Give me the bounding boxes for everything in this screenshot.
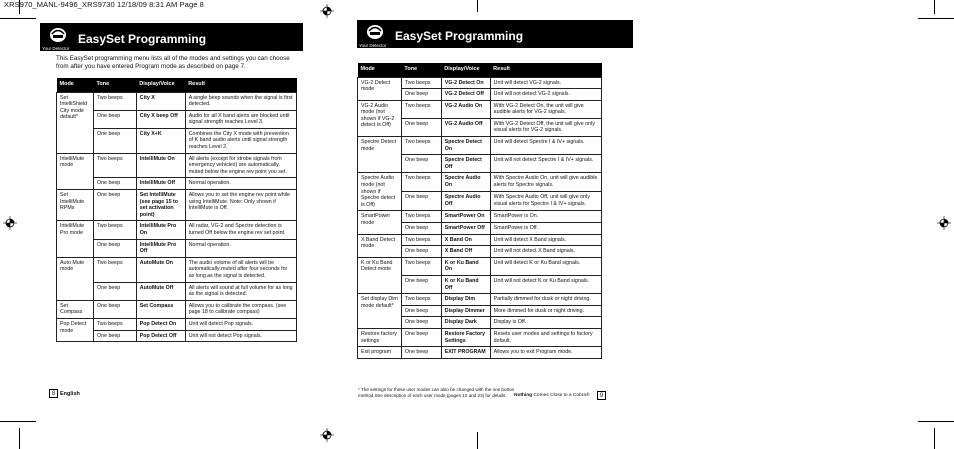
tone-cell: One beep <box>93 282 136 300</box>
logo-caption: Your Detector <box>42 46 70 51</box>
tone-cell: Two beeps <box>401 234 441 246</box>
voice-cell: City X+K <box>136 128 185 153</box>
mode-cell: Set Compass <box>57 300 94 318</box>
table-row <box>57 92 297 110</box>
voice-cell: Restore Factory Settings <box>441 328 490 346</box>
logo-caption: Your Detector <box>359 43 387 48</box>
table-row <box>358 211 602 223</box>
result-cell: All alerts will sound at full volume for as long as the signal is detected. <box>185 282 296 300</box>
table-row <box>358 328 602 346</box>
result-cell: Unit will not detect Pop signals. <box>185 330 296 342</box>
mode-cell: IntelliMute Pro mode <box>57 221 94 257</box>
voice-cell: Spectre Audio Off <box>441 192 490 211</box>
registration-target-icon <box>937 216 951 230</box>
result-cell: SmartPower is Off. <box>490 223 601 235</box>
result-cell: Unit will detect Pop signals. <box>185 318 296 330</box>
mode-cell: IntelliMute mode <box>57 153 94 189</box>
voice-cell: Display Dimmer <box>441 305 490 317</box>
voice-cell: VG-2 Audio Off <box>441 118 490 136</box>
table-row <box>358 100 602 118</box>
mode-cell: Set IntelliShield City mode default* <box>57 92 94 153</box>
voice-cell: Spectre Audio On <box>441 173 490 192</box>
voice-cell: IntelliMute Pro On <box>136 221 185 239</box>
voice-cell: Set Compass <box>136 300 185 318</box>
column-header: Mode <box>57 78 94 92</box>
tone-cell: One beep <box>93 190 136 221</box>
crop-mark <box>934 0 935 14</box>
settings-table-left <box>56 78 297 342</box>
registration-target-icon <box>320 4 334 18</box>
voice-cell: Set IntelliMute (see page 15 to set activation point) <box>136 190 185 221</box>
result-cell: With Spectre Audio On, unit will give audible alerts for Spectre signals. <box>490 173 601 192</box>
table-row <box>57 221 297 239</box>
tone-cell: One beep <box>401 89 441 101</box>
footer-tagline-bold: Nothing <box>514 393 533 398</box>
page-title: EasySet Programming <box>395 29 524 43</box>
voice-cell: Display Dim <box>441 294 490 306</box>
column-header: Result <box>185 78 296 92</box>
footer-tagline-rest: Comes Close to a Cobra® <box>533 393 590 398</box>
tone-cell: Two beeps <box>401 257 441 275</box>
voice-cell: SmartPower On <box>441 211 490 223</box>
registration-target-icon <box>320 428 334 442</box>
voice-cell: X Band On <box>441 234 490 246</box>
mode-cell: VG-2 Audio mode (not shown if VG-2 detect is Off) <box>358 100 402 136</box>
result-cell: Allows you to exit Program mode. <box>490 347 601 359</box>
tone-cell: One beep <box>93 128 136 153</box>
table-row <box>358 77 602 89</box>
crop-mark <box>477 432 478 449</box>
voice-cell: VG-2 Detect Off <box>441 89 490 101</box>
result-cell: With VG-2 Detect On, the unit will give audible alerts for VG-2 signals. <box>490 100 601 118</box>
table-row <box>57 153 297 178</box>
voice-cell: City X beep Off <box>136 110 185 128</box>
result-cell: Unit will detect Spectre I & IV+ signals. <box>490 137 601 155</box>
result-cell: Unit will not detect K or Ku Band signals. <box>490 275 601 293</box>
footer-language: English <box>60 391 80 397</box>
column-header: Tone <box>93 78 136 92</box>
result-cell: Audio for all X band alerts are blocked until signal strength reaches Level 3. <box>185 110 296 128</box>
page-number: 9 <box>597 391 606 400</box>
mode-cell: Pop Detect mode <box>57 318 94 341</box>
crop-mark <box>918 421 954 422</box>
crop-mark <box>19 0 20 14</box>
table-row <box>358 347 602 359</box>
table-row <box>358 137 602 155</box>
tone-cell: Two beeps <box>93 92 136 110</box>
result-cell: All alerts (except for strobe signals from emergency vehicles) are automatically muted below the engine rev point you set. <box>185 153 296 178</box>
crop-mark <box>19 428 20 449</box>
result-cell: Allows you to set the engine rev point while using IntelliMute. Note: Only shown if IntelliMute is Off. <box>185 190 296 221</box>
tone-cell: One beep <box>93 239 136 257</box>
tone-cell: Two beeps <box>401 100 441 118</box>
table-row <box>358 173 602 192</box>
mode-cell: Exit program <box>358 347 402 359</box>
voice-cell: K or Ku Band Off <box>441 275 490 293</box>
voice-cell: VG-2 Audio On <box>441 100 490 118</box>
result-cell: Unit will detect K or Ku Band signals. <box>490 257 601 275</box>
mode-cell: SmartPower mode <box>358 211 402 234</box>
result-cell: Normal operation. <box>185 239 296 257</box>
mode-cell: X Band Detect mode <box>358 234 402 257</box>
result-cell: Unit will not detect Spectre I & IV+ signals. <box>490 155 601 173</box>
crop-mark <box>0 421 36 422</box>
result-cell: All radar, VG-2 and Spectre detection is turned Off below the engine rev set point. <box>185 221 296 239</box>
result-cell: More dimmed for dusk or night driving. <box>490 305 601 317</box>
result-cell: Combines the City X mode with prevention of K band audio alerts until signal strength reaches Level 2. <box>185 128 296 153</box>
crop-mark <box>0 18 36 19</box>
column-header: Result <box>490 63 601 77</box>
result-cell: A single beep sounds when the signal is first detected. <box>185 92 296 110</box>
column-header: Display/Voice <box>441 63 490 77</box>
footer-tagline <box>514 393 590 398</box>
tone-cell: One beep <box>401 305 441 317</box>
tone-cell: Two beeps <box>93 318 136 330</box>
tone-cell: One beep <box>401 328 441 346</box>
tone-cell: Two beeps <box>401 137 441 155</box>
table-row <box>57 190 297 221</box>
table-row <box>57 239 297 257</box>
tone-cell: Two beeps <box>401 77 441 89</box>
page-number: 8 <box>49 389 58 398</box>
result-cell: Display is Off. <box>490 317 601 329</box>
result-cell: SmartPower is On. <box>490 211 601 223</box>
tone-cell: One beep <box>401 246 441 258</box>
left-banner <box>40 23 303 51</box>
table-row <box>358 294 602 306</box>
table-row <box>57 110 297 128</box>
result-cell: Unit will detect VG-2 signals. <box>490 77 601 89</box>
registration-target-icon <box>3 216 17 230</box>
tone-cell: One beep <box>401 275 441 293</box>
voice-cell: IntelliMute Off <box>136 178 185 190</box>
tone-cell: One beep <box>401 347 441 359</box>
tone-cell: One beep <box>401 317 441 329</box>
result-cell: With Spectre Audio Off, unit will give only visual alerts for Spectre I & IV+ signals. <box>490 192 601 211</box>
tone-cell: One beep <box>401 118 441 136</box>
voice-cell: EXIT PROGRAM <box>441 347 490 359</box>
column-header: Display/Voice <box>136 78 185 92</box>
voice-cell: K or Ku Band On <box>441 257 490 275</box>
voice-cell: VG-2 Detect On <box>441 77 490 89</box>
tone-cell: One beep <box>401 155 441 173</box>
result-cell: With VG-2 Detect Off, the unit will give only visual alerts for VG-2 signals. <box>490 118 601 136</box>
tone-cell: Two beeps <box>401 294 441 306</box>
result-cell: Unit will detect X Band signals. <box>490 234 601 246</box>
result-cell: Unit will not detect X Band signals. <box>490 246 601 258</box>
mode-cell: Spectre Audio mode (not shown if Spectre detect is Off) <box>358 173 402 211</box>
tone-cell: One beep <box>401 192 441 211</box>
table-row <box>57 257 297 282</box>
table-row <box>358 234 602 246</box>
mode-cell: Set IntelliMute RPMs <box>57 190 94 221</box>
table-header-row <box>358 63 602 77</box>
right-banner <box>357 20 633 48</box>
crop-mark <box>918 18 954 19</box>
voice-cell: SmartPower Off <box>441 223 490 235</box>
voice-cell: IntelliMute Pro Off <box>136 239 185 257</box>
settings-table-right <box>357 63 602 359</box>
tone-cell: One beep <box>401 223 441 235</box>
tone-cell: One beep <box>93 330 136 342</box>
voice-cell: X Band Off <box>441 246 490 258</box>
column-header: Mode <box>358 63 402 77</box>
voice-cell: Display Dark <box>441 317 490 329</box>
voice-cell: Spectre Detect On <box>441 137 490 155</box>
tone-cell: One beep <box>93 178 136 190</box>
result-cell: Resets user modes and settings to factory default. <box>490 328 601 346</box>
table-row <box>57 330 297 342</box>
column-header: Tone <box>401 63 441 77</box>
mode-cell: Auto Mute mode <box>57 257 94 300</box>
mode-cell: Restore factory settings <box>358 328 402 346</box>
mode-cell: VG-2 Detect mode <box>358 77 402 100</box>
voice-cell: AutoMute Off <box>136 282 185 300</box>
result-cell: The audio volume of all alerts will be automatically muted after four seconds for as long as the signal is detected. <box>185 257 296 282</box>
result-cell: Normal operation. <box>185 178 296 190</box>
footnote: * The settings for these user modes can also be changed with the one button method.See description of each user mode (pages 10 and 23) for details. <box>358 387 515 398</box>
page-title: EasySet Programming <box>78 32 207 46</box>
intro-paragraph: This EasySet programming menu lists all of the modes and settings you can choose from after you have entered Program mode as described on page 7. <box>56 55 290 71</box>
voice-cell: Pop Detect Off <box>136 330 185 342</box>
result-cell: Partially dimmed for dusk or night driving. <box>490 294 601 306</box>
voice-cell: IntelliMute On <box>136 153 185 178</box>
voice-cell: City X <box>136 92 185 110</box>
tone-cell: Two beeps <box>93 153 136 178</box>
voice-cell: AutoMute On <box>136 257 185 282</box>
table-row <box>57 300 297 318</box>
crop-mark <box>477 0 478 12</box>
tone-cell: One beep <box>93 300 136 318</box>
tone-cell: Two beeps <box>93 257 136 282</box>
voice-cell: Spectre Detect Off <box>441 155 490 173</box>
voice-cell: Pop Detect On <box>136 318 185 330</box>
mode-cell: Set display Dim mode default* <box>358 294 402 329</box>
result-cell: Allows you to calibrate the compass. (see page 18 to calibrate compass) <box>185 300 296 318</box>
table-row <box>57 178 297 190</box>
mode-cell: K or Ku Band Detect mode <box>358 257 402 293</box>
table-row <box>57 318 297 330</box>
tone-cell: Two beeps <box>401 211 441 223</box>
tone-cell: Two beeps <box>401 173 441 192</box>
table-row <box>57 128 297 153</box>
table-row <box>57 282 297 300</box>
tone-cell: Two beeps <box>93 221 136 239</box>
result-cell: Unit will not detect VG-2 signals. <box>490 89 601 101</box>
table-row <box>358 257 602 275</box>
mode-cell: Spectre Detect mode <box>358 137 402 173</box>
crop-mark <box>934 428 935 449</box>
tone-cell: One beep <box>93 110 136 128</box>
table-header-row <box>57 78 297 92</box>
print-slug: XRS970_MANL-9496_XRS9730 12/18/09 8:31 AM Page 8 <box>4 0 204 9</box>
